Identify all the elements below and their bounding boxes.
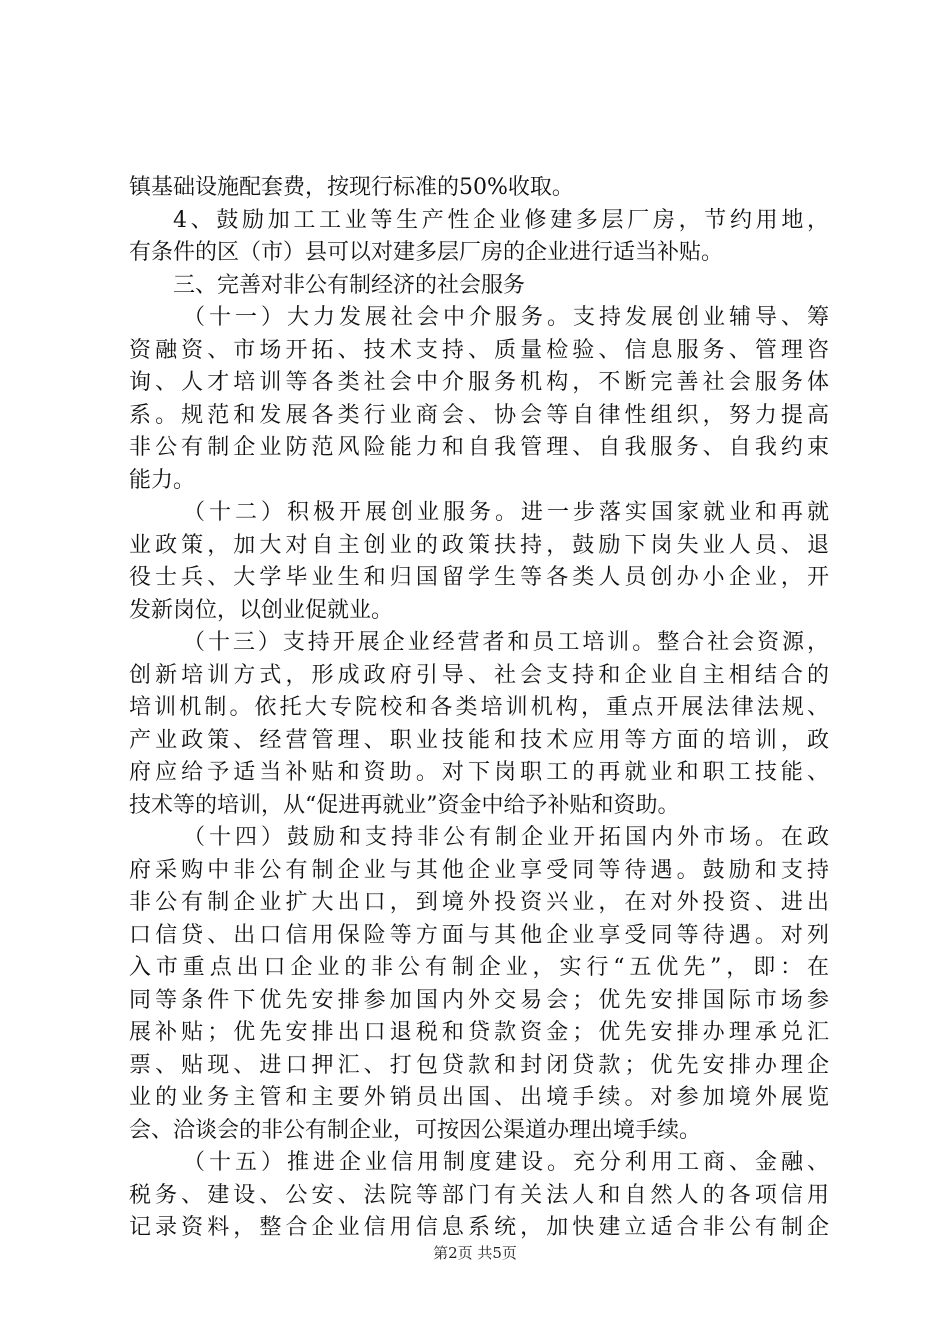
text-line: 系。规范和发展各类行业商会、协会等自律性组织，努力提高 <box>129 402 829 428</box>
text-line: 非公有制企业防范风险能力和自我管理、自我服务、自我约束 <box>129 435 829 460</box>
text-line: 府应给予适当补贴和资助。对下岗职工的再就业和职工技能、 <box>129 760 829 785</box>
document-body <box>129 172 829 1245</box>
text-line: 4、鼓励加工工业等生产性企业修建多层厂房，节约用地， <box>173 207 829 233</box>
text-line: 展补贴；优先安排出口退税和贷款资金；优先安排办理承兑汇 <box>129 1020 829 1045</box>
text-line: 同等条件下优先安排参加国内外交易会；优先安排国际市场参 <box>129 987 829 1013</box>
text-line: （十一）大力发展社会中介服务。支持发展创业辅导、筹 <box>183 305 829 330</box>
page-footer: 第2页 共5页 <box>433 1244 517 1262</box>
text-line: 业政策，加大对自主创业的政策扶持，鼓励下岗失业人员、退 <box>129 532 829 558</box>
text-line: 发新岗位，以创业促就业。 <box>129 597 394 623</box>
text-line: 会、洽谈会的非公有制企业，可按因公渠道办理出境手续。 <box>129 1117 702 1143</box>
text-line: 镇基础设施配套费，按现行标准的50%收取。 <box>129 175 574 200</box>
text-line: 培训机制。依托大专院校和各类培训机构，重点开展法律法规、 <box>129 695 829 720</box>
text-line: 记录资料，整合企业信用信息系统，加快建立适合非公有制企 <box>129 1215 829 1240</box>
text-line: 技术等的培训，从“促进再就业”资金中给予补贴和资助。 <box>129 792 680 818</box>
text-line: （十三）支持开展企业经营者和员工培训。整合社会资源， <box>183 630 829 655</box>
text-line: 非公有制企业扩大出口，到境外投资兴业，在对外投资、进出 <box>129 890 829 915</box>
text-line: 能力。 <box>129 467 196 493</box>
text-line: 资融资、市场开拓、技术支持、质量检验、信息服务、管理咨 <box>129 337 829 363</box>
text-line: 票、贴现、进口押汇、打包贷款和封闭贷款；优先安排办理企 <box>129 1052 829 1078</box>
text-line: 有条件的区（市）县可以对建多层厂房的企业进行适当补贴。 <box>129 240 724 265</box>
text-line: 业的业务主管和主要外销员出国、出境手续。对参加境外展览 <box>129 1085 829 1110</box>
text-line: 询、人才培训等各类社会中介服务机构，不断完善社会服务体 <box>129 370 829 395</box>
text-line: 入市重点出口企业的非公有制企业，实行“五优先”，即：在 <box>129 955 829 980</box>
text-line: 府采购中非公有制企业与其他企业享受同等待遇。鼓励和支持 <box>129 857 829 883</box>
text-line: 口信贷、出口信用保险等方面与其他企业享受同等待遇。对列 <box>129 922 829 948</box>
text-line: 税务、建设、公安、法院等部门有关法人和自然人的各项信用 <box>129 1182 829 1208</box>
text-line: 役士兵、大学毕业生和归国留学生等各类人员创办小企业，开 <box>129 565 829 590</box>
text-line: 三、完善对非公有制经济的社会服务 <box>173 272 526 298</box>
text-line: 产业政策、经营管理、职业技能和技术应用等方面的培训，政 <box>129 727 829 753</box>
text-line: （十四）鼓励和支持非公有制企业开拓国内外市场。在政 <box>183 825 829 850</box>
text-line: 创新培训方式，形成政府引导、社会支持和企业自主相结合的 <box>129 662 829 688</box>
text-line: （十五）推进企业信用制度建设。充分利用工商、金融、 <box>183 1150 829 1175</box>
text-line: （十二）积极开展创业服务。进一步落实国家就业和再就 <box>183 500 829 525</box>
